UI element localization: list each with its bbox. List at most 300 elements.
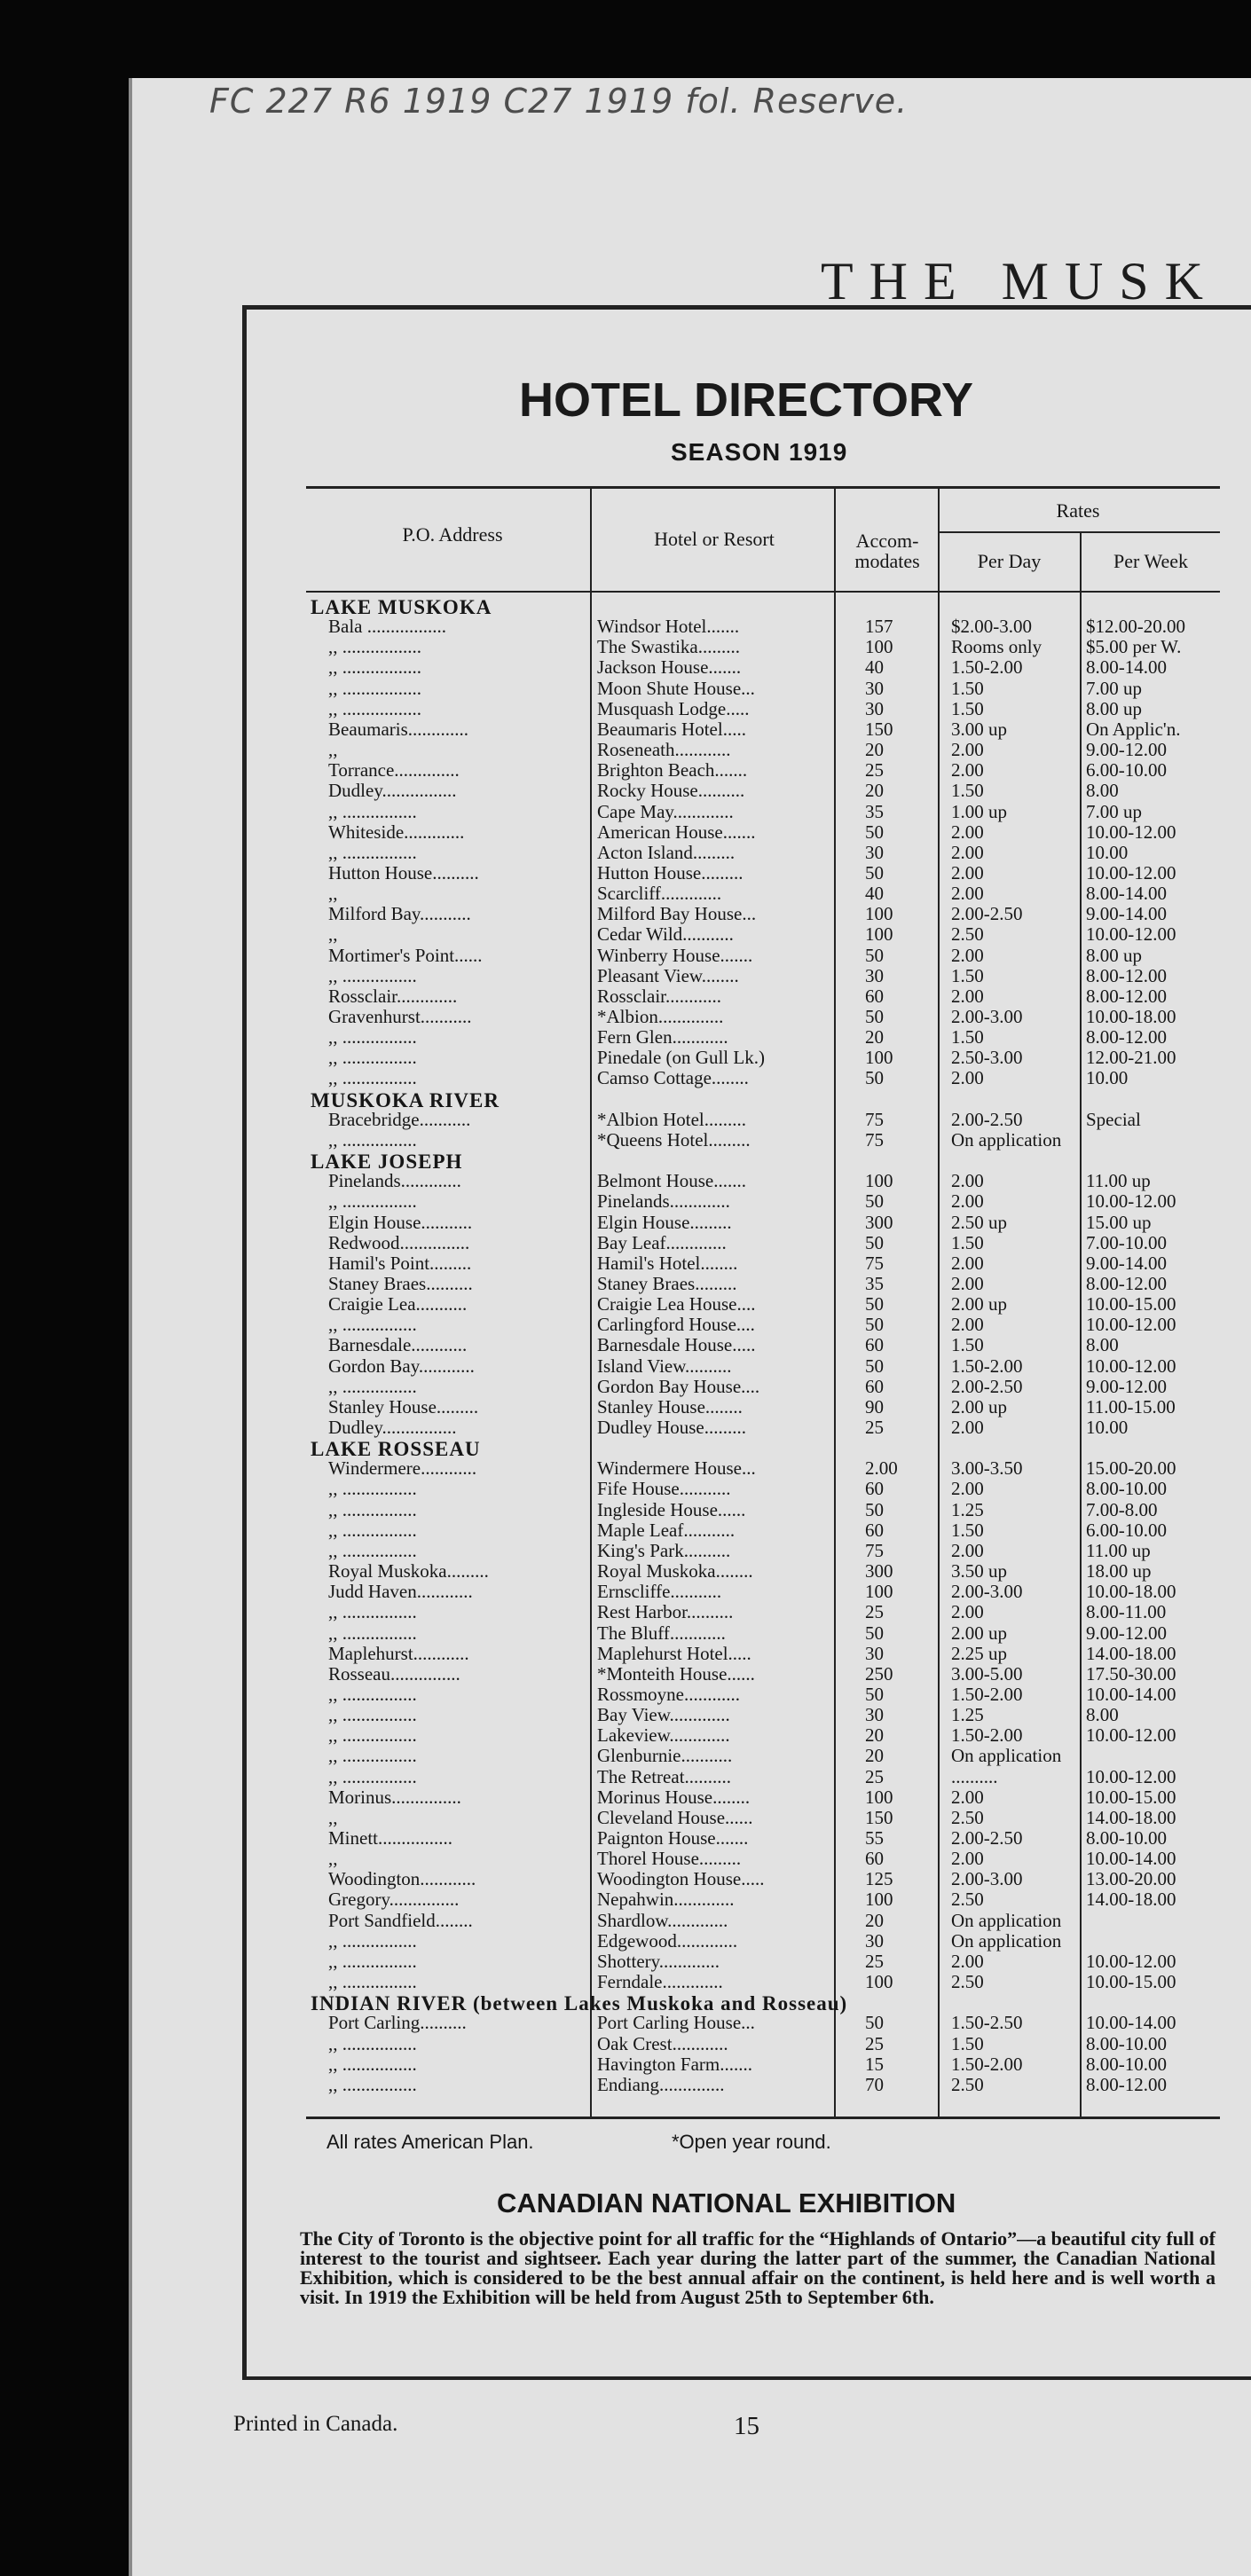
hotel-cell: Rocky House.......... [597, 780, 745, 801]
rates-header-rule [938, 531, 1220, 533]
accom-cell: 50 [865, 1499, 884, 1520]
table-top-rule [306, 486, 1220, 489]
header-rates: Rates [1056, 499, 1100, 522]
per-week-cell: 15.00 up [1086, 1212, 1152, 1233]
hotel-cell: Woodington House..... [597, 1868, 765, 1889]
per-week-cell: 11.00 up [1086, 1540, 1151, 1561]
per-week-cell: 9.00-12.00 [1086, 1376, 1167, 1397]
per-day-cell: On application [951, 1930, 1062, 1952]
per-day-cell: 2.00 up [951, 1396, 1007, 1418]
address-cell: Beaumaris............. [328, 719, 469, 740]
accom-cell: 20 [865, 1026, 884, 1048]
per-day-cell: 2.50 [951, 1889, 984, 1910]
footnote-open-year: *Open year round. [672, 2131, 831, 2153]
hotel-cell: Beaumaris Hotel..... [597, 719, 746, 740]
accom-cell: 60 [865, 1848, 884, 1869]
accom-cell: 30 [865, 1704, 884, 1725]
hotel-cell: Rest Harbor.......... [597, 1601, 734, 1622]
hotel-cell: Carlingford House.... [597, 1314, 755, 1335]
per-week-cell: 10.00-18.00 [1086, 1581, 1176, 1602]
accom-cell: 50 [865, 1190, 884, 1212]
per-week-cell: 7.00-8.00 [1086, 1499, 1158, 1520]
hotel-cell: Windermere House... [597, 1457, 756, 1479]
accom-cell: 30 [865, 1930, 884, 1952]
address-cell: Gravenhurst........... [328, 1006, 472, 1027]
hotel-cell: Pinedale (on Gull Lk.) [597, 1047, 765, 1068]
accom-cell: 60 [865, 1334, 884, 1355]
per-week-cell: 18.00 up [1086, 1560, 1152, 1582]
hotel-cell: Milford Bay House... [597, 903, 757, 924]
exhibition-heading: CANADIAN NATIONAL EXHIBITION [497, 2187, 956, 2219]
per-week-cell: 9.00-12.00 [1086, 739, 1167, 760]
hotel-cell: Rossmoyne............ [597, 1684, 741, 1705]
per-day-cell: 2.25 up [951, 1643, 1007, 1664]
per-day-cell: 1.50 [951, 2033, 984, 2054]
per-day-cell: 3.50 up [951, 1560, 1007, 1582]
header-accom-2: modates [854, 550, 920, 572]
hotel-cell: *Monteith House...... [597, 1663, 755, 1685]
accom-cell: 25 [865, 1766, 884, 1787]
address-cell: Rosseau............... [328, 1663, 460, 1685]
hotel-cell: Belmont House....... [597, 1170, 746, 1191]
per-day-cell: 2.00 [951, 1314, 984, 1335]
hotel-cell: Hamil's Hotel........ [597, 1253, 738, 1274]
accom-cell: 75 [865, 1129, 884, 1151]
per-week-cell: 10.00 [1086, 1417, 1129, 1438]
per-day-cell: On application [951, 1910, 1062, 1931]
hotel-cell: Bay Leaf............. [597, 1232, 727, 1253]
address-cell: ,, ................ [328, 801, 417, 822]
hotel-cell: Lakeview............. [597, 1724, 730, 1746]
per-day-cell: Rooms only [951, 636, 1042, 657]
per-day-cell: 2.00-2.50 [951, 1109, 1023, 1130]
accom-cell: 50 [865, 1006, 884, 1027]
per-week-cell: 10.00-15.00 [1086, 1787, 1176, 1808]
per-day-cell: 2.50 [951, 1807, 984, 1828]
page-number: 15 [734, 2412, 759, 2440]
address-cell: Rossclair............. [328, 986, 458, 1007]
address-cell: ,, [328, 739, 338, 760]
header-bottom-rule [306, 591, 1220, 593]
per-day-cell: 2.00-3.00 [951, 1006, 1023, 1027]
per-week-cell: 10.00-12.00 [1086, 1951, 1176, 1972]
per-day-cell: 1.50 [951, 1520, 984, 1541]
accom-cell: 150 [865, 1807, 893, 1828]
per-week-cell: 11.00-15.00 [1086, 1396, 1176, 1418]
per-day-cell: 1.50 [951, 1232, 984, 1253]
hotel-cell: *Queens Hotel......... [597, 1129, 751, 1151]
per-week-cell: 8.00-12.00 [1086, 2074, 1167, 2095]
address-cell: ,, [328, 1807, 338, 1828]
per-day-cell: 2.00 [951, 986, 984, 1007]
per-week-cell: 8.00-14.00 [1086, 656, 1167, 678]
accom-cell: 75 [865, 1253, 884, 1274]
per-week-cell: 10.00-12.00 [1086, 821, 1176, 843]
per-day-cell: 2.00 [951, 1951, 984, 1972]
per-day-cell: 1.50 [951, 678, 984, 699]
per-week-cell: 10.00 [1086, 1067, 1129, 1088]
per-week-cell: 10.00-15.00 [1086, 1971, 1176, 1992]
hotel-cell: Rossclair............ [597, 986, 721, 1007]
address-cell: Windermere............ [328, 1457, 477, 1479]
hotel-cell: Musquash Lodge..... [597, 698, 750, 719]
hotel-cell: Oak Crest............ [597, 2033, 728, 2054]
per-day-cell: 2.00 [951, 1190, 984, 1212]
per-day-cell: 1.50-2.00 [951, 1684, 1023, 1705]
col-divider-hotel [834, 486, 836, 2118]
per-day-cell: 1.50-2.00 [951, 2054, 1023, 2075]
per-day-cell: 1.00 up [951, 801, 1007, 822]
per-week-cell: 10.00-12.00 [1086, 1355, 1176, 1377]
hotel-cell: Brighton Beach....... [597, 759, 748, 781]
per-week-cell: 15.00-20.00 [1086, 1457, 1176, 1479]
accom-cell: 50 [865, 1314, 884, 1335]
address-cell: ,, ................ [328, 1766, 417, 1787]
hotel-cell: Barnesdale House..... [597, 1334, 756, 1355]
address-cell: Royal Muskoka......... [328, 1560, 489, 1582]
accom-cell: 40 [865, 656, 884, 678]
hotel-cell: Windsor Hotel....... [597, 616, 740, 637]
accom-cell: 30 [865, 678, 884, 699]
accom-cell: 30 [865, 965, 884, 986]
per-day-cell: 2.00 [951, 862, 984, 884]
per-day-cell: 3.00-5.00 [951, 1663, 1023, 1685]
per-week-cell: 10.00-12.00 [1086, 1190, 1176, 1212]
address-cell: ,, ................ [328, 1971, 417, 1992]
per-week-cell: 10.00-14.00 [1086, 1848, 1176, 1869]
per-day-cell: 1.50-2.00 [951, 1724, 1023, 1746]
hotel-cell: Paignton House....... [597, 1827, 749, 1849]
accom-cell: 25 [865, 759, 884, 781]
per-day-cell: 2.00 [951, 739, 984, 760]
header-accom-1: Accom- [855, 530, 919, 552]
per-week-cell: 8.00 [1086, 1334, 1119, 1355]
address-cell: Craigie Lea........... [328, 1293, 468, 1315]
accom-cell: 100 [865, 923, 893, 945]
per-day-cell: 1.50 [951, 1026, 984, 1048]
per-week-cell: $12.00-20.00 [1086, 616, 1185, 637]
per-day-cell: 1.50-2.00 [951, 1355, 1023, 1377]
per-day-cell: 2.50 [951, 923, 984, 945]
per-day-cell: 2.00 [951, 842, 984, 863]
address-cell: Torrance.............. [328, 759, 460, 781]
per-day-cell: 2.00 [951, 1787, 984, 1808]
address-cell: ,, ................ [328, 1704, 417, 1725]
running-head: THE MUSK [821, 252, 1220, 310]
per-day-cell: 2.00 [951, 945, 984, 966]
per-week-cell: 8.00 up [1086, 698, 1142, 719]
accom-cell: 100 [865, 903, 893, 924]
hotel-cell: Stanley House........ [597, 1396, 743, 1418]
address-cell: ,, ................ [328, 1684, 417, 1705]
address-cell: ,, ................ [328, 1376, 417, 1397]
address-cell: Bala ................. [328, 616, 446, 637]
per-week-cell: 10.00-12.00 [1086, 1724, 1176, 1746]
per-week-cell: 13.00-20.00 [1086, 1868, 1176, 1889]
address-cell: ,, ................ [328, 1540, 417, 1561]
per-day-cell: 2.00 [951, 1540, 984, 1561]
per-week-cell: 8.00 up [1086, 945, 1142, 966]
per-week-cell: 10.00-12.00 [1086, 923, 1176, 945]
address-cell: Judd Haven............ [328, 1581, 473, 1602]
address-cell: ,, ................ [328, 1951, 417, 1972]
hotel-cell: Fife House........... [597, 1478, 731, 1499]
hotel-cell: Shardlow............. [597, 1910, 728, 1931]
address-cell: ,, ................ [328, 2054, 417, 2075]
per-week-cell: 10.00-14.00 [1086, 2012, 1176, 2033]
per-day-cell: .......... [951, 1766, 998, 1787]
accom-cell: 50 [865, 2012, 884, 2033]
accom-cell: 20 [865, 739, 884, 760]
address-cell: Redwood............... [328, 1232, 470, 1253]
per-week-cell: 8.00-12.00 [1086, 965, 1167, 986]
per-week-cell: 12.00-21.00 [1086, 1047, 1176, 1068]
per-day-cell: 2.00 [951, 1848, 984, 1869]
accom-cell: 60 [865, 1376, 884, 1397]
per-week-cell: 14.00-18.00 [1086, 1807, 1176, 1828]
accom-cell: 50 [865, 1355, 884, 1377]
address-cell: Hamil's Point......... [328, 1253, 472, 1274]
hotel-cell: Pinelands............. [597, 1190, 730, 1212]
hotel-cell: Staney Braes......... [597, 1273, 737, 1294]
per-day-cell: 2.00 up [951, 1293, 1007, 1315]
address-cell: ,, ................. [328, 678, 421, 699]
address-cell: ,, ................ [328, 965, 417, 986]
hotel-cell: Port Carling House... [597, 2012, 755, 2033]
accom-cell: 40 [865, 883, 884, 904]
address-cell: ,, ................ [328, 1190, 417, 1212]
accom-cell: 25 [865, 1417, 884, 1438]
per-week-cell: 8.00-11.00 [1086, 1601, 1167, 1622]
accom-cell: 50 [865, 862, 884, 884]
col-divider-accom [938, 486, 940, 2118]
per-week-cell: 8.00-12.00 [1086, 1026, 1167, 1048]
address-cell: Port Carling.......... [328, 2012, 467, 2033]
per-day-cell: 2.00 up [951, 1622, 1007, 1644]
accom-cell: 25 [865, 1601, 884, 1622]
hotel-cell: Roseneath............ [597, 739, 731, 760]
address-cell: ,, ................ [328, 1601, 417, 1622]
per-week-cell: 10.00-14.00 [1086, 1684, 1176, 1705]
per-day-cell: 2.00 [951, 1417, 984, 1438]
per-week-cell: 7.00 up [1086, 678, 1142, 699]
per-day-cell: 2.00-2.50 [951, 1376, 1023, 1397]
per-day-cell: On application [951, 1745, 1062, 1766]
header-per-week: Per Week [1113, 550, 1188, 572]
accom-cell: 20 [865, 1910, 884, 1931]
accom-cell: 60 [865, 1478, 884, 1499]
accom-cell: 100 [865, 1787, 893, 1808]
accom-cell: 60 [865, 986, 884, 1007]
per-day-cell: 1.50-2.00 [951, 656, 1023, 678]
address-cell: ,, ................ [328, 1129, 417, 1151]
per-week-cell: 6.00-10.00 [1086, 1520, 1167, 1541]
address-cell: ,, ................ [328, 1026, 417, 1048]
season-subtitle: SEASON 1919 [671, 438, 848, 466]
hotel-cell: Gordon Bay House.... [597, 1376, 760, 1397]
hotel-cell: Nepahwin............. [597, 1889, 735, 1910]
hotel-cell: *Albion.............. [597, 1006, 724, 1027]
per-day-cell: 2.00-3.00 [951, 1581, 1023, 1602]
per-day-cell: 3.00 up [951, 719, 1007, 740]
accom-cell: 300 [865, 1560, 893, 1582]
hotel-cell: Maple Leaf........... [597, 1520, 736, 1541]
per-week-cell: 7.00-10.00 [1086, 1232, 1167, 1253]
per-day-cell: 2.00 [951, 1478, 984, 1499]
address-cell: ,, ................ [328, 1930, 417, 1952]
hotel-cell: *Albion Hotel......... [597, 1109, 746, 1130]
per-week-cell: 6.00-10.00 [1086, 759, 1167, 781]
hotel-cell: Shottery............. [597, 1951, 720, 1972]
address-cell: ,, [328, 883, 338, 904]
per-week-cell: 9.00-14.00 [1086, 903, 1167, 924]
per-day-cell: 2.00-3.00 [951, 1868, 1023, 1889]
hotel-cell: Jackson House....... [597, 656, 742, 678]
per-week-cell: 8.00 [1086, 780, 1119, 801]
hotel-cell: The Retreat.......... [597, 1766, 732, 1787]
address-cell: ,, ................ [328, 1724, 417, 1746]
hotel-cell: Pleasant View........ [597, 965, 739, 986]
per-week-cell: 8.00-10.00 [1086, 2054, 1167, 2075]
per-day-cell: 1.25 [951, 1704, 984, 1725]
accom-cell: 50 [865, 1293, 884, 1315]
per-day-cell: 2.00 [951, 883, 984, 904]
per-day-cell: 1.25 [951, 1499, 984, 1520]
hotel-cell: Edgewood............. [597, 1930, 738, 1952]
per-week-cell: 8.00-12.00 [1086, 986, 1167, 1007]
accom-cell: 35 [865, 801, 884, 822]
accom-cell: 100 [865, 1047, 893, 1068]
hotel-cell: Camso Cottage........ [597, 1067, 749, 1088]
per-week-cell: 10.00-18.00 [1086, 1006, 1176, 1027]
address-cell: Maplehurst............ [328, 1643, 469, 1664]
section-heading: LAKE ROSSEAU [311, 1438, 481, 1460]
per-week-cell: 8.00 [1086, 1704, 1119, 1725]
hotel-cell: The Bluff............ [597, 1622, 726, 1644]
per-day-cell: 1.50 [951, 1334, 984, 1355]
per-day-cell: 2.50-3.00 [951, 1047, 1023, 1068]
hotel-cell: Scarcliff............. [597, 883, 722, 904]
hotel-cell: Ferndale............. [597, 1971, 723, 1992]
accom-cell: 75 [865, 1540, 884, 1561]
accom-cell: 15 [865, 2054, 884, 2075]
address-cell: Milford Bay........... [328, 903, 471, 924]
hotel-cell: The Swastika......... [597, 636, 740, 657]
address-cell: ,, ................. [328, 656, 421, 678]
handwritten-call-number: FC 227 R6 1919 C27 1919 fol. Reserve. [209, 82, 909, 121]
address-cell: ,, [328, 1848, 338, 1869]
header-address: P.O. Address [402, 523, 503, 546]
header-per-day: Per Day [977, 550, 1042, 572]
per-week-cell: 9.00-14.00 [1086, 1253, 1167, 1274]
per-day-cell: 2.50 [951, 1971, 984, 1992]
hotel-cell: Acton Island......... [597, 842, 736, 863]
accom-cell: 75 [865, 1109, 884, 1130]
address-cell: Elgin House........... [328, 1212, 473, 1233]
accom-cell: 50 [865, 1232, 884, 1253]
hotel-cell: Ernscliffe........... [597, 1581, 722, 1602]
accom-cell: 60 [865, 1520, 884, 1541]
hotel-cell: Fern Glen............ [597, 1026, 728, 1048]
accom-cell: 70 [865, 2074, 884, 2095]
per-week-cell: 10.00-12.00 [1086, 1766, 1176, 1787]
hotel-cell: Hutton House......... [597, 862, 744, 884]
per-day-cell: 2.00 [951, 759, 984, 781]
accom-cell: 20 [865, 1745, 884, 1766]
address-cell: Minett................ [328, 1827, 452, 1849]
per-day-cell: 1.50 [951, 965, 984, 986]
accom-cell: 2.00 [865, 1457, 898, 1479]
address-cell: Morinus............... [328, 1787, 461, 1808]
address-cell: ,, ................ [328, 1047, 417, 1068]
hotel-cell: Cedar Wild........... [597, 923, 734, 945]
address-cell: ,, ................ [328, 1520, 417, 1541]
per-day-cell: 2.00 [951, 1170, 984, 1191]
per-week-cell: 8.00-10.00 [1086, 1827, 1167, 1849]
accom-cell: 100 [865, 1889, 893, 1910]
address-cell: ,, ................ [328, 1745, 417, 1766]
per-day-cell: 1.50 [951, 698, 984, 719]
accom-cell: 250 [865, 1663, 893, 1685]
address-cell: Mortimer's Point...... [328, 945, 483, 966]
per-week-cell: 8.00-10.00 [1086, 1478, 1167, 1499]
per-day-cell: 2.50 up [951, 1212, 1007, 1233]
hotel-cell: Bay View............. [597, 1704, 730, 1725]
per-week-cell: 10.00-15.00 [1086, 1293, 1176, 1315]
per-week-cell: 10.00 [1086, 842, 1129, 863]
per-day-cell: On application [951, 1129, 1062, 1151]
printed-in-note: Printed in Canada. [233, 2412, 398, 2436]
per-day-cell: 2.00-2.50 [951, 903, 1023, 924]
per-day-cell: $2.00-3.00 [951, 616, 1032, 637]
address-cell: Gregory............... [328, 1889, 460, 1910]
per-week-cell: 8.00-12.00 [1086, 1273, 1167, 1294]
accom-cell: 100 [865, 636, 893, 657]
address-cell: Dudley................ [328, 1417, 457, 1438]
address-cell: Whiteside............. [328, 821, 465, 843]
hotel-cell: King's Park.......... [597, 1540, 731, 1561]
per-week-cell: Special [1086, 1109, 1141, 1130]
accom-cell: 50 [865, 1067, 884, 1088]
per-week-cell: 8.00-10.00 [1086, 2033, 1167, 2054]
accom-cell: 50 [865, 1622, 884, 1644]
address-cell: ,, ................. [328, 636, 421, 657]
accom-cell: 55 [865, 1827, 884, 1849]
address-cell: Barnesdale............ [328, 1334, 468, 1355]
per-week-cell: 7.00 up [1086, 801, 1142, 822]
per-day-cell: 2.00 [951, 1067, 984, 1088]
per-week-cell: $5.00 per W. [1086, 636, 1182, 657]
accom-cell: 50 [865, 945, 884, 966]
address-cell: Staney Braes.......... [328, 1273, 473, 1294]
accom-cell: 50 [865, 1684, 884, 1705]
accom-cell: 100 [865, 1170, 893, 1191]
address-cell: Port Sandfield........ [328, 1910, 473, 1931]
per-day-cell: 2.00 [951, 1601, 984, 1622]
per-day-cell: 2.00 [951, 1253, 984, 1274]
hotel-cell: Cape May............. [597, 801, 734, 822]
hotel-cell: Elgin House......... [597, 1212, 732, 1233]
hotel-cell: Winberry House....... [597, 945, 753, 966]
col-divider-day [1080, 532, 1082, 2118]
per-day-cell: 1.50-2.50 [951, 2012, 1023, 2033]
hotel-cell: Endiang.............. [597, 2074, 725, 2095]
accom-cell: 90 [865, 1396, 884, 1418]
address-cell: ,, ................ [328, 1314, 417, 1335]
address-cell: ,, [328, 923, 338, 945]
address-cell: ,, ................ [328, 1067, 417, 1088]
address-cell: ,, ................ [328, 1478, 417, 1499]
